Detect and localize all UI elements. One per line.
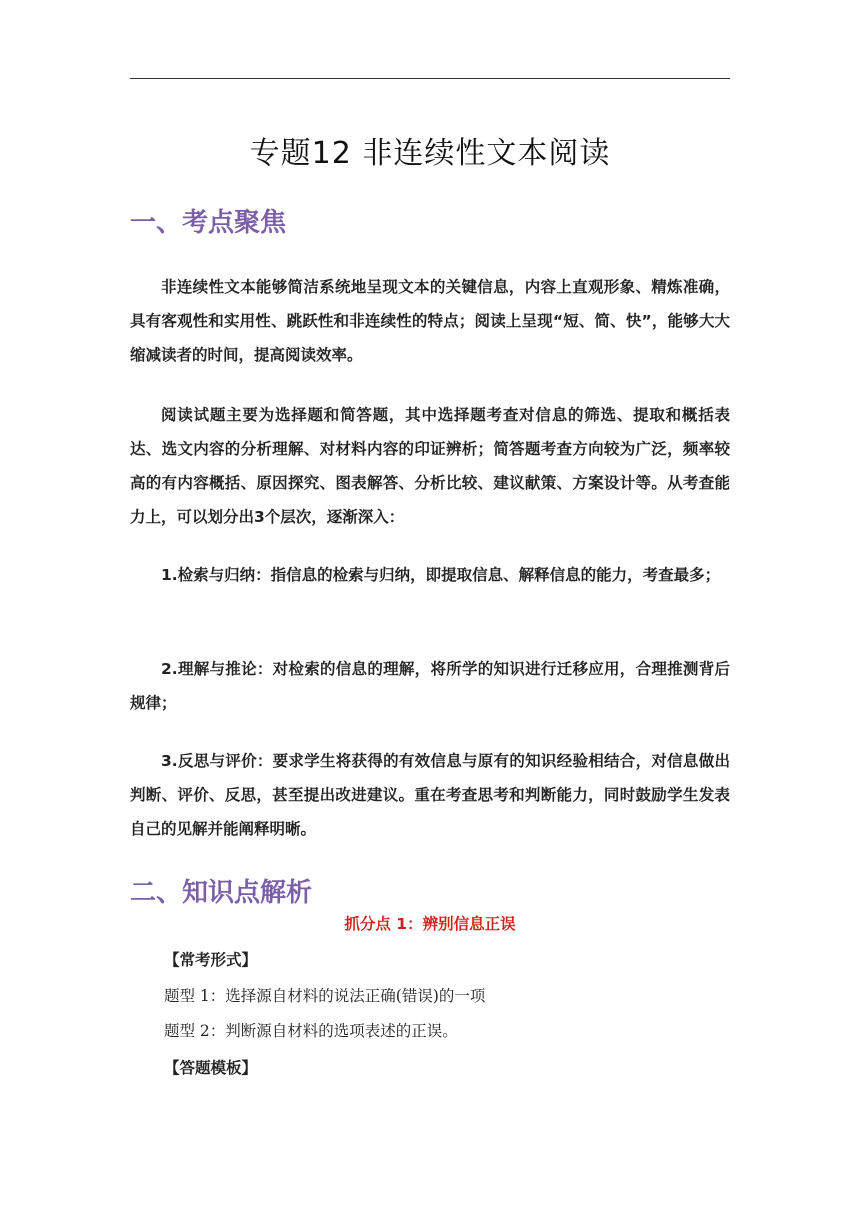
paragraph-level-3: 3.反思与评价：要求学生将获得的有效信息与原有的知识经验相结合，对信息做出判断、评价、反思，甚至提出改进建议。重在考查思考和判断能力，同时鼓励学生发表自己的见解并能阐释明晰。 <box>130 752 730 838</box>
point-heading: 抓分点 1：辨别信息正误 <box>344 915 516 933</box>
header-rule <box>130 78 730 79</box>
section-heading-focus: 一、考点聚焦 <box>130 208 287 238</box>
label-answer-template: 【答题模板】 <box>164 1059 258 1077</box>
question-type-2: 题型 2：判断源自材料的选项表述的正误。 <box>164 1022 458 1040</box>
paragraph-intro: 非连续性文本能够简洁系统地呈现文本的关键信息，内容上直观形象、精炼准确，具有客观性和实用性、跳跃性和非连续性的特点；阅读上呈现“短、简、快”，能够大大缩减读者的时间，提高阅读效率。 <box>130 278 730 364</box>
paragraph-level-2: 2.理解与推论：对检索的信息的理解，将所学的知识进行迁移应用，合理推测背后规律； <box>130 660 730 712</box>
document-title: 专题12 非连续性文本阅读 <box>249 136 611 171</box>
paragraph-question-types: 阅读试题主要为选择题和简答题，其中选择题考查对信息的筛选、提取和概括表达、选文内容的分析理解、对材料内容的印证辨析；简答题考查方向较为广泛，频率较高的有内容概括、原因探究、图表解答、分析比较、建议献策、方案设计等。从考查能力上，可以划分出3个层次，逐渐深入： <box>130 406 730 526</box>
label-common-forms: 【常考形式】 <box>164 951 258 969</box>
question-type-1: 题型 1：选择源自材料的说法正确(错误)的一项 <box>164 987 486 1005</box>
section-heading-analysis: 二、知识点解析 <box>130 878 313 908</box>
paragraph-level-1: 1.检索与归纳：指信息的检索与归纳，即提取信息、解释信息的能力，考查最多； <box>161 566 721 584</box>
